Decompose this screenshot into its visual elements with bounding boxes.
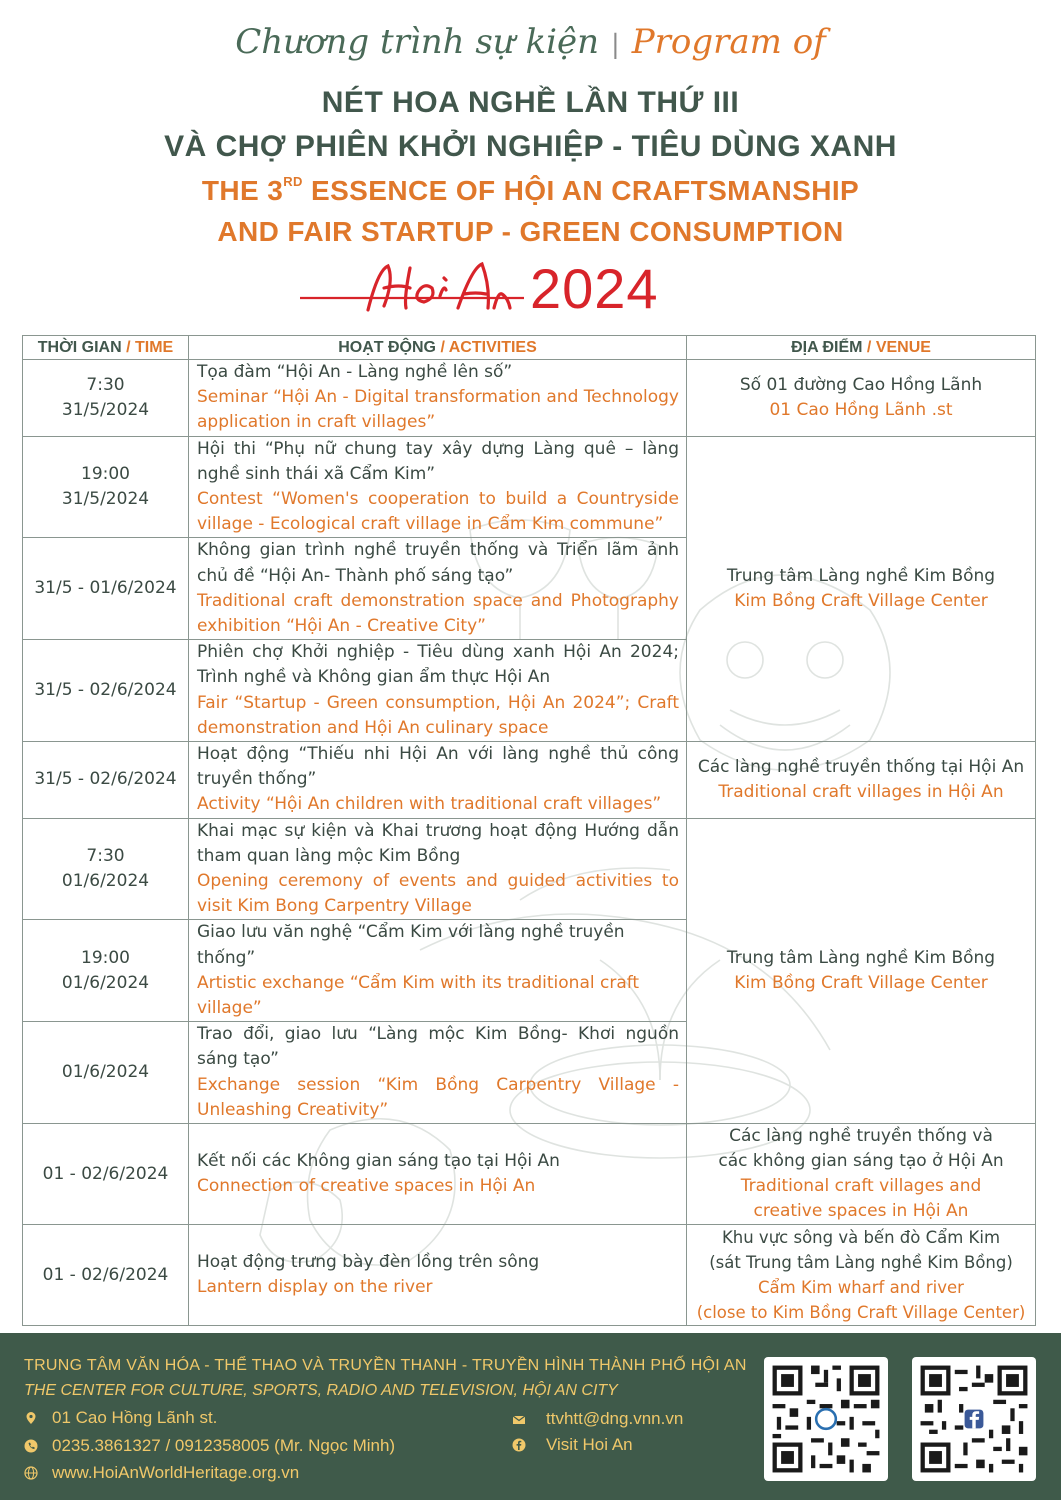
venue-vn: Số 01 đường Cao Hồng Lãnh — [739, 374, 983, 395]
venue-vn-line1: Các làng nghề truyền thống và — [729, 1126, 993, 1147]
time-cell — [23, 360, 189, 437]
col-header-time — [23, 336, 189, 360]
activity-vn: Tọa đàm “Hội An - Làng nghề lên số” — [197, 362, 513, 382]
venue-en: Kim Bồng Craft Village Center — [734, 972, 988, 993]
facebook-icon — [512, 1438, 526, 1452]
mail-icon — [512, 1413, 526, 1427]
time-date: 01/6/2024 — [61, 1062, 150, 1083]
col-header-activities — [189, 336, 687, 360]
activity-vn: Giao lưu văn nghệ “Cẩm Kim với làng nghề truyền thống” — [197, 922, 625, 968]
qr-code-icon — [764, 1357, 888, 1481]
qr-code-icon — [912, 1357, 1036, 1481]
col-sep: / — [436, 338, 449, 356]
time-cell — [23, 538, 189, 640]
time-date: 01 - 02/6/2024 — [42, 1163, 169, 1184]
venue-en: 01 Cao Hồng Lãnh .st — [769, 399, 953, 420]
activity-cell — [189, 818, 687, 920]
time-date: 31/5 - 02/6/2024 — [34, 680, 177, 701]
activity-cell — [189, 360, 687, 437]
venue-vn: Các làng nghề truyền thống tại Hội An — [697, 756, 1025, 777]
venue-en-line1: Traditional craft villages and — [740, 1176, 982, 1197]
venue-en-line2: creative spaces in Hội An — [753, 1201, 969, 1222]
time-cell — [23, 640, 189, 742]
script-title-vn: Chương trình sự kiện — [235, 22, 600, 62]
footer-website[interactable]: www.HoiAnWorldHeritage.org.vn — [52, 1463, 300, 1482]
hoian-calligraphy-logo-icon — [298, 256, 528, 320]
time-hour: 19:00 — [81, 947, 130, 968]
col-sep: / — [121, 338, 135, 356]
header — [0, 0, 1061, 330]
script-separator: | — [611, 30, 620, 60]
activity-en: Opening ceremony of events and guided activities to visit Kim Bong Carpentry Village — [197, 871, 679, 917]
time-cell — [23, 920, 189, 1022]
time-cell — [23, 818, 189, 920]
venue-vn: Trung tâm Làng nghề Kim Bồng — [726, 947, 996, 968]
hoian-logo — [290, 252, 690, 324]
time-hour: 19:00 — [81, 464, 130, 485]
col-time-en: TIME — [135, 338, 174, 356]
col-activities-en: ACTIVITIES — [448, 338, 537, 356]
schedule-table — [22, 335, 1036, 1326]
script-title-en: Program of — [631, 22, 826, 62]
table-row — [23, 436, 1036, 538]
col-venue-en: VENUE — [875, 338, 931, 356]
event-title-vn-line1: NÉT HOA NGHỀ LẦN THỨ III — [321, 86, 740, 119]
time-date: 01 - 02/6/2024 — [42, 1264, 169, 1285]
venue-cell — [687, 436, 1036, 741]
time-date: 01/6/2024 — [61, 972, 150, 993]
title-en-part-b: ESSENCE OF HỘI AN CRAFTSMANSHIP — [302, 175, 860, 206]
time-date: 31/5 - 01/6/2024 — [34, 578, 177, 599]
time-cell — [23, 1124, 189, 1225]
organizer-name-vn: TRUNG TÂM VĂN HÓA - THỂ THAO VÀ TRUYỀN THANH - TRUYỀN HÌNH THÀNH PHỐ HỘI AN — [24, 1357, 747, 1374]
program-script-heading — [0, 22, 1061, 62]
venue-cell — [687, 1225, 1036, 1326]
col-venue-vn: ĐỊA ĐIỂM — [791, 338, 863, 356]
title-en-part-a: THE 3 — [201, 175, 284, 206]
activity-cell — [189, 436, 687, 538]
venue-cell — [687, 1124, 1036, 1225]
col-header-venue — [687, 336, 1036, 360]
event-year: 2024 — [530, 257, 659, 320]
time-hour: 7:30 — [86, 374, 125, 395]
footer-email[interactable]: ttvhtt@dng.vnn.vn — [546, 1409, 684, 1428]
activity-en: Connection of creative spaces in Hội An — [197, 1176, 536, 1197]
website-qr-code[interactable] — [764, 1357, 888, 1481]
footer — [0, 1333, 1061, 1500]
activity-cell — [189, 640, 687, 742]
table-row — [23, 818, 1036, 920]
col-sep: / — [862, 338, 876, 356]
table-row — [23, 1225, 1036, 1326]
phone-icon — [24, 1439, 38, 1453]
table-header-row — [23, 336, 1036, 360]
venue-cell — [687, 818, 1036, 1123]
table-row — [23, 1124, 1036, 1225]
venue-en: Kim Bồng Craft Village Center — [734, 590, 988, 611]
event-title-en-line2: AND FAIR STARTUP - GREEN CONSUMPTION — [217, 216, 844, 247]
organizer-name-en: THE CENTER FOR CULTURE, SPORTS, RADIO AND TELEVISION, HỘI AN CITY — [24, 1382, 618, 1399]
venue-vn: Trung tâm Làng nghề Kim Bồng — [726, 565, 996, 586]
activity-vn: Hội thi “Phụ nữ chung tay xây dựng Làng quê – làng nghề sinh thái xã Cẩm Kim” — [197, 438, 679, 484]
event-title-en-line1 — [0, 174, 1061, 207]
activity-vn: Trao đổi, giao lưu “Làng mộc Kim Bồng- Khơi nguồn sáng tạo” — [197, 1024, 679, 1070]
activity-cell — [189, 1225, 687, 1326]
table-row — [23, 742, 1036, 819]
time-date: 01/6/2024 — [61, 871, 150, 892]
facebook-qr-code[interactable] — [912, 1357, 1036, 1481]
footer-facebook[interactable]: Visit Hoi An — [546, 1435, 633, 1454]
activity-en: Exchange session “Kim Bồng Carpentry Village - Unleashing Creativity” — [197, 1074, 679, 1120]
time-hour: 7:30 — [86, 846, 125, 867]
activity-vn: Kết nối các Không gian sáng tạo tại Hội An — [197, 1150, 560, 1171]
activity-vn: Phiên chợ Khởi nghiệp - Tiêu dùng xanh Hội An 2024; Trình nghề và Không gian ẩm thực Hội An — [197, 642, 679, 688]
activity-vn: Hoạt động trưng bày đèn lồng trên sông — [197, 1251, 540, 1272]
venue-en-line1: Cẩm Kim wharf and river — [758, 1278, 964, 1298]
activity-cell — [189, 538, 687, 640]
col-time-vn: THỜI GIAN — [37, 338, 122, 356]
time-cell — [23, 1022, 189, 1124]
event-title-vn-line2: VÀ CHỢ PHIÊN KHỞI NGHIỆP - TIÊU DÙNG XANH — [164, 130, 897, 163]
activity-en: Traditional craft demonstration space and Photography exhibition “Hội An - Creative City” — [197, 590, 679, 637]
venue-vn-line1: Khu vực sông và bến đò Cẩm Kim — [721, 1228, 1001, 1248]
venue-cell — [687, 742, 1036, 819]
activity-cell — [189, 1124, 687, 1225]
time-date: 31/5/2024 — [61, 399, 150, 420]
activity-en: Contest “Women's cooperation to build a Countryside village - Ecological craft village in Cẩm Kim commune” — [197, 489, 679, 535]
activity-vn: Khai mạc sự kiện và Khai trương hoạt động Hướng dẫn tham quan làng mộc Kim Bồng — [197, 820, 679, 866]
venue-en-line2: (close to Kim Bồng Craft Village Center) — [696, 1303, 1026, 1323]
activity-en: Artistic exchange “Cẩm Kim with its traditional craft village” — [197, 972, 640, 1019]
title-en-superscript: RD — [283, 174, 303, 189]
activity-vn: Hoạt động “Thiếu nhi Hội An với làng nghề thủ công truyền thống” — [197, 744, 679, 790]
globe-icon — [24, 1466, 38, 1480]
col-activities-vn: HOẠT ĐỘNG — [338, 338, 436, 356]
activity-vn: Không gian trình nghề truyền thống và Triển lãm ảnh chủ đề “Hội An- Thành phố sáng tạo” — [197, 540, 679, 586]
time-cell — [23, 436, 189, 538]
footer-address: 01 Cao Hồng Lãnh st. — [52, 1408, 218, 1427]
table-row — [23, 360, 1036, 437]
footer-phone: 0235.3861327 / 0912358005 (Mr. Ngọc Minh) — [52, 1436, 396, 1455]
venue-cell — [687, 360, 1036, 437]
activity-cell — [189, 920, 687, 1022]
activity-en: Lantern display on the river — [197, 1277, 433, 1298]
activity-en: Seminar “Hội An - Digital transformation and Technology application in craft villages” — [197, 387, 679, 433]
location-pin-icon — [24, 1411, 38, 1425]
venue-vn-line2: các không gian sáng tạo ở Hội An — [718, 1151, 1004, 1172]
activity-en: Fair “Startup - Green consumption, Hội An 2024”; Craft demonstration and Hội An culinary space — [197, 692, 679, 738]
venue-vn-line2: (sát Trung tâm Làng nghề Kim Bồng) — [709, 1253, 1013, 1273]
venue-en: Traditional craft villages in Hội An — [718, 781, 1004, 802]
time-cell — [23, 1225, 189, 1326]
time-date: 31/5 - 02/6/2024 — [34, 769, 177, 790]
time-date: 31/5/2024 — [61, 489, 150, 510]
activity-en: Activity “Hội An children with traditional craft villages” — [197, 794, 662, 815]
time-cell — [23, 742, 189, 819]
activity-cell — [189, 742, 687, 819]
activity-cell — [189, 1022, 687, 1124]
